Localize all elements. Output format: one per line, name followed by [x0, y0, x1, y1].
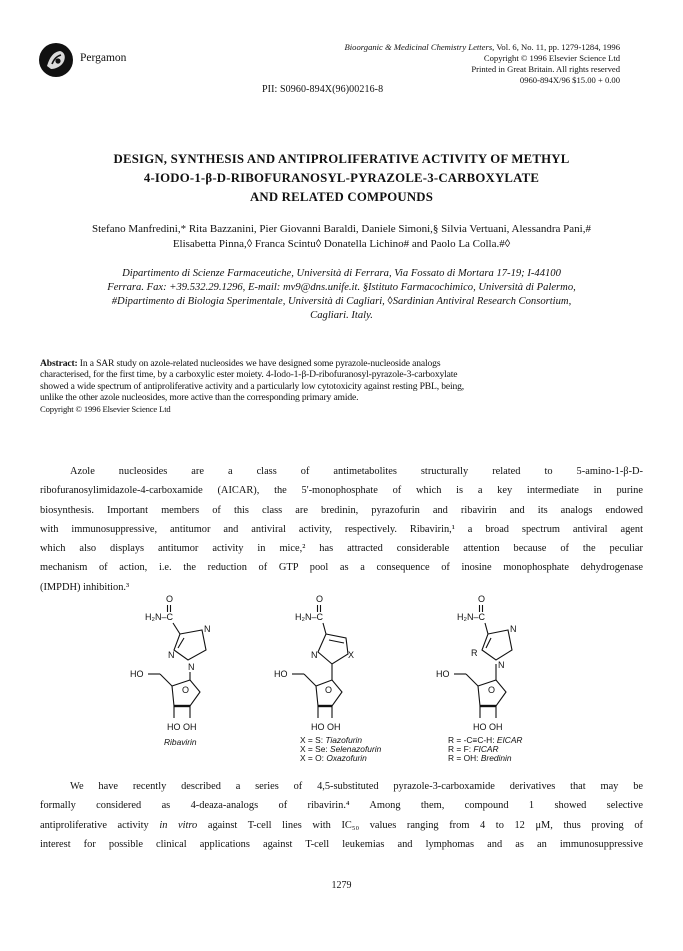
- atom-label: R: [471, 648, 478, 658]
- eicar-structure: [436, 594, 522, 763]
- tiazofurin-structure: [274, 594, 382, 763]
- pii-identifier: PII: S0960-894X(96)00216-8: [262, 84, 384, 95]
- x-variant-row: X = O: Oxazofurin: [300, 753, 367, 763]
- abstract-text: unlike the other azole nucleosides, more active than the corresponding primary amide.: [40, 392, 359, 404]
- atom-label: N: [311, 650, 318, 660]
- author-line: Stefano Manfredini,* Rita Bazzanini, Pier Giovanni Baraldi, Daniele Simoni,§ Silvia Vertuani, Alessandra Pani,#: [92, 223, 591, 235]
- publisher-logo: [38, 42, 74, 78]
- paragraph-line: formally considered as 4-deaza-analogs of ribavirin.⁴ Among them, compound 1 showed selective: [40, 800, 643, 812]
- paragraph-line: interest for possible clinical applications against T-cell leukemias and lymphomas and as an immunosuppressive: [40, 838, 643, 850]
- paragraph-line: [40, 816, 643, 835]
- abstract-label: Abstract:: [40, 358, 78, 369]
- ribavirin-structure: [130, 594, 211, 747]
- citation-copyright: Copyright © 1996 Elsevier Science Ltd: [483, 53, 620, 63]
- atom-label: X: [348, 650, 355, 660]
- body-paragraph-1: [40, 462, 643, 597]
- paragraph-line: We have recently described a series of 4,5-substituted pyrazole-3-carboxamide derivatives that may be: [70, 781, 643, 792]
- atom-label: N: [188, 662, 195, 672]
- x-variant-row: X = S: Tiazofurin: [300, 735, 363, 745]
- affiliation-line: Dipartimento di Scienze Farmaceutiche, Università di Ferrara, Via Fossato di Mortara 17-19; I-44100: [122, 268, 561, 279]
- atom-label: N: [168, 650, 175, 660]
- abstract-copyright: Copyright © 1996 Elsevier Science Ltd: [40, 403, 171, 414]
- r-variant-row: R = -C≡C-H: EICAR: [448, 735, 523, 745]
- paragraph-line: (IMPDH) inhibition.³: [40, 581, 130, 593]
- citation-price: 0960-894X/96 $15.00 + 0.00: [519, 75, 620, 85]
- paragraph-line: which also displays antitumor activity in mice,² has attracted considerable attention because of the peculiar: [40, 543, 643, 555]
- atom-label: HO: [436, 669, 450, 679]
- author-list: [40, 222, 643, 251]
- affiliation-line: Ferrara. Fax: +39.532.29.1296, E-mail: mv9@dns.unife.it. §Istituto Farmacochimico, Università di Palermo,: [107, 282, 576, 293]
- journal-volume: Vol. 6, No. 11, pp. 1279-1284, 1996: [494, 42, 620, 52]
- abstract-text: characterised, for the first time, by a carboxylic ester moiety. 4-Iodo-1-β-D-ribofuranosyl-pyrazole-3-carboxylate: [40, 369, 458, 381]
- affiliation-line: Cagliari. Italy.: [310, 310, 373, 321]
- page-number: 1279: [331, 880, 352, 891]
- abstract: [40, 358, 643, 415]
- abstract-text: showed a wide spectrum of antiproliferative activity and a particularly low cytotoxicity against resting PBL, being,: [40, 380, 465, 392]
- atom-label: O: [325, 685, 333, 695]
- affiliations: [40, 267, 643, 323]
- atom-label: N: [204, 624, 211, 634]
- paragraph-line: ribofuranosylimidazole-4-carboxamide (AICAR), the 5'-monophosphate of which is a key intermediate in purine: [40, 485, 643, 497]
- atom-label: H₂N–C: [145, 612, 173, 622]
- paragraph-line: biosynthesis. Important members of this class are bredinin, pyrazofurin and ribavirin and its analogs endowed: [40, 504, 643, 516]
- atom-label: O: [166, 594, 174, 604]
- paragraph-text: antiproliferative activity: [40, 819, 160, 831]
- affiliation-line: #Dipartimento di Biologia Sperimentale, Università di Cagliari, ◊Sardinian Antiviral Research Consortium,: [111, 296, 572, 307]
- elsevier-tree-icon: [38, 42, 74, 78]
- atom-label: HO OH: [473, 722, 503, 732]
- x-variant-row: X = Se: Selenazofurin: [300, 744, 382, 754]
- author-line: Elisabetta Pinna,◊ Franca Scintu◊ Donatella Lichino# and Paolo La Colla.#◊: [172, 237, 511, 250]
- atom-label: HO: [130, 669, 144, 679]
- publisher-name: Pergamon: [80, 52, 127, 64]
- journal-name: Bioorganic & Medicinal Chemistry Letters,: [344, 42, 495, 52]
- atom-label: H₂N–C: [457, 612, 485, 622]
- paragraph-text: against T-cell lines with IC₅₀ values ranging from 4 to 12 μM, thus proving of: [197, 819, 644, 831]
- paragraph-line: Azole nucleosides are a class of antimetabolites structurally related to 5-amino-1-β-D-: [70, 466, 643, 477]
- atom-label: HO OH: [167, 722, 197, 732]
- paragraph-line: mechanism of action, i.e. the reduction of GTP pool as a consequence of inosine monophosphate dehydrogenase: [40, 562, 643, 574]
- atom-label: O: [488, 685, 496, 695]
- r-variant-row: R = OH: Bredinin: [448, 753, 512, 763]
- citation-printed: Printed in Great Britain. All rights reserved: [471, 64, 620, 74]
- r-variant-row: R = F: FICAR: [448, 744, 499, 754]
- atom-label: O: [182, 685, 190, 695]
- body-paragraph-2: [40, 777, 643, 854]
- citation-block: [345, 42, 620, 86]
- atom-label: H₂N–C: [295, 612, 323, 622]
- atom-label: N: [510, 624, 517, 634]
- paper-title: [60, 150, 623, 207]
- title-line: 4-IODO-1-β-D-RIBOFURANOSYL-PYRAZOLE-3-CARBOXYLATE: [143, 171, 540, 185]
- paragraph-emphasis: in vitro: [159, 819, 198, 831]
- chemical-structures-figure: [130, 588, 590, 763]
- abstract-text: In a SAR study on azole-related nucleosides we have designed some pyrazole-nucleoside analogs: [77, 358, 441, 369]
- atom-label: O: [478, 594, 486, 604]
- atom-label: HO OH: [311, 722, 341, 732]
- atom-label: O: [316, 594, 324, 604]
- title-line: AND RELATED COMPOUNDS: [249, 190, 434, 204]
- atom-label: N: [498, 660, 505, 670]
- paragraph-line: with immunosuppressive, antitumor and antiviral activity, respectively. Ribavirin,¹ a broad spectrum antiviral agent: [40, 523, 643, 535]
- title-line: DESIGN, SYNTHESIS AND ANTIPROLIFERATIVE ACTIVITY OF METHYL: [113, 152, 570, 166]
- atom-label: HO: [274, 669, 288, 679]
- compound-name-ribavirin: Ribavirin: [164, 737, 197, 747]
